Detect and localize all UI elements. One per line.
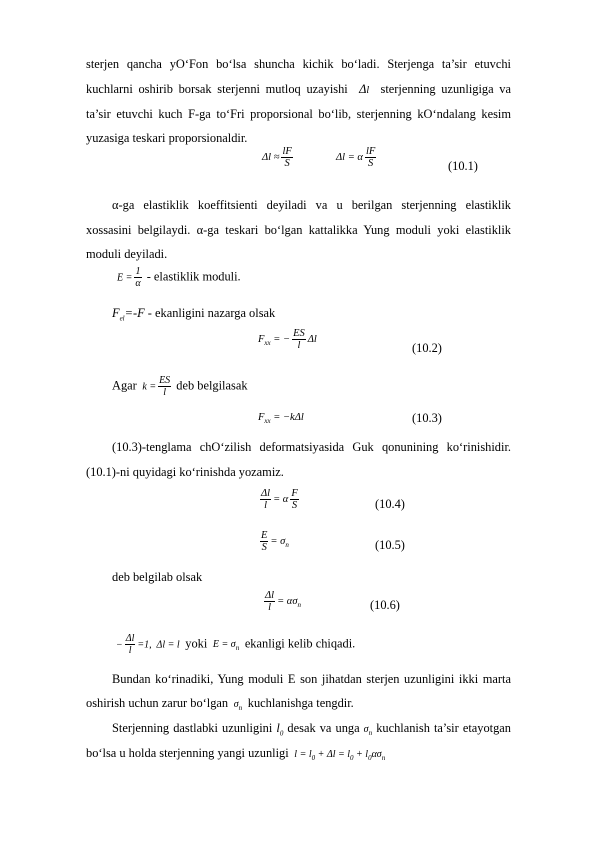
paragraph-line: oshirish uchun zarur bo‘lgan $\sigma_n$ kuchlanishga tengdir. — [86, 696, 354, 712]
paragraph-line: (10.1)-ni quyidagi ko‘rinishda yozamiz. — [86, 465, 284, 479]
equation-10-3: $F_{xx} = -k\Delta l$ — [258, 412, 304, 426]
paragraph-line: deb belgilab olsak — [112, 570, 203, 584]
equation-10-5: $\frac{E}{S}$ = $\sigma_n$ — [261, 530, 289, 553]
equation-10-6: $\frac{\Delta l}{l}$ = $\alpha\sigma_n$ — [265, 590, 301, 613]
paragraph-line: sterjen qancha yO‘Fon bo‘lsa shuncha kichik bo‘ladi. Sterjenga ta’sir etuvchi — [86, 57, 511, 71]
equation-number: (10.6) — [370, 598, 400, 612]
equation-number: (10.3) — [412, 411, 442, 425]
equation-number: (10.1) — [448, 159, 478, 173]
paragraph-line: kuchlarni oshirib borsak sterjenni mutloq uzayishi Δl sterjenning uzunligiga va — [86, 82, 511, 96]
paragraph-line: Sterjenning dastlabki uzunligini $l_0$ desak va unga $\sigma_n$ kuchlanish ta’sir etayotgan — [112, 721, 511, 738]
paragraph-line: moduli deyiladi. — [86, 247, 168, 261]
paragraph-line: Agar k = $\frac{ES}{l}$ deb belgilasak — [112, 375, 248, 398]
elastic-modulus-definition: E = $\frac{1}{\alpha}$ - elastiklik moduli. — [117, 266, 241, 289]
equation-10-4: $\frac{\Delta l}{l}$ = α $\frac{F}{S}$ — [261, 488, 298, 511]
paragraph-line: ta’sir etuvchi kuch F-ga to‘Fri proporsional bo‘lib, sterjenning kO‘ndalang kesim — [86, 107, 511, 121]
equation-number: (10.2) — [412, 341, 442, 355]
paragraph-line: xossasini belgilaydi. α-ga teskari bo‘lgan kattalikka Yung moduli yoki elastiklik — [86, 223, 511, 237]
equation-number: (10.4) — [375, 497, 405, 511]
equation-10-2: $F_{xx}$ = − $\frac{ES}{l}$ Δl — [258, 328, 317, 351]
paragraph-line: $F_{el}=-F$ - ekanligini nazarga olsak — [112, 306, 276, 323]
paragraph-line: Bundan ko‘rinadiki, Yung moduli E son jihatdan sterjen uzunligini ikki marta — [112, 672, 511, 686]
equation-number: (10.5) — [375, 538, 405, 552]
paragraph-line: α-ga elastiklik koeffitsienti deyiladi va u berilgan sterjenning elastiklik — [112, 198, 511, 212]
equation-10-1b: Δl = α $\frac{lF}{S}$ — [336, 146, 376, 169]
paragraph-line: bo‘lsa u holda sterjenning yangi uzunligi $l = l_0 + \Delta l = l_0 + l_0\alpha\sigma_n$ — [86, 746, 386, 762]
paragraph-line: (10.3)-tenglama chO‘zilish deformatsiyasida Guk qonunining ko‘rinishidir. — [112, 440, 511, 454]
paragraph-line: yuzasiga teskari proporsionaldir. — [86, 131, 248, 145]
equation-10-1a: Δl ≈ $\frac{lF}{S}$ — [262, 146, 292, 169]
paragraph-line: − $\frac{\Delta l}{l}$ =1, Δl = l yoki $E = \sigma_n$ ekanligi kelib chiqadi. — [116, 633, 356, 656]
